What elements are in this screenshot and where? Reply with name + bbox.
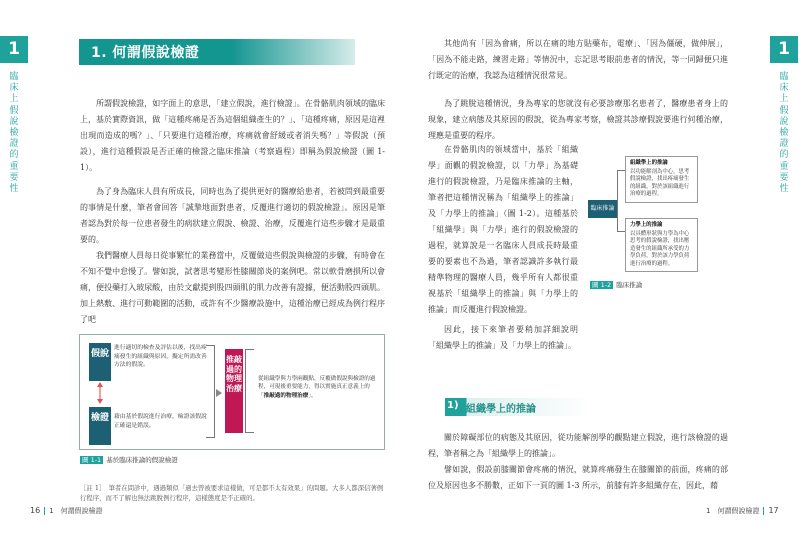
- right-paragraph-4: 因此，接下來筆者要稍加詳細說明「組織學上的推論」及「力學上的推論」。: [428, 325, 578, 350]
- section-number: 1): [447, 400, 459, 411]
- mechanics-reasoning-box: 力學上的推論 以具體形狀與力學為中心思考的假說檢證，找出壓造發生的組織所承受的力學負荷，對於該力學負荷進行治療的過程。: [625, 218, 698, 272]
- double-arrow-icon: [98, 383, 102, 403]
- verification-box: 檢證: [89, 407, 111, 445]
- left-paragraph-1: 所謂假說檢證，如字面上的意思，「建立假說，進行檢證」。在骨骼肌肉領域的臨床上，基於實際資訊，做「這種疼痛是否為這個組織產生的？」、「這種疼痛，原因是這裡出現而造成的嗎？」、「只要進行這種治療，疼痛就會舒緩或者消失嗎？」等假說（預設），進行這種假設是否正確的檢證之臨床推論（考察過程）即稱為假說檢證（圖 1-1）。: [80, 99, 385, 172]
- verification-description: 藉由基於假說進行治療，檢證該假說正確還是錯誤。: [114, 414, 207, 429]
- bracket-line: [245, 349, 254, 433]
- side-title-left: 臨床上假說檢證的重要性: [9, 72, 19, 195]
- left-paragraph-2: 為了身為臨床人員有所成長，同時也為了提供更好的醫療給患者，若被問到最重要的事情是什麼，筆者會回答「誠摯地面對患者，反覆進行適切的假說檢證」。原因是筆者認為對於每一位患者發生的病狀建立假說、檢證、治療，反覆進行這些步驟才是最重要的。: [80, 187, 385, 244]
- footer-right: 1 何謂假說檢證 17: [706, 506, 779, 515]
- bracket-line: [206, 345, 215, 438]
- right-paragraph-3: 在骨骼肌肉的領域當中，基於「組織學」面觀的假說檢證，以「力學」為基礎進行的假說檢證，乃是臨床推論的主軸，筆者把這種情況稱為「組織學上的推論」及「力學上的推論」（圖 1-2）。這種基於「組織學」與「力學」進行的假說檢證的過程，就算說是一名臨床人員成長時最重要的要素也不為過，筆者認識許多執行最精準物理的醫療人員，幾乎所有人都很重視基於「組織學上的推論」與「力學上的推論」而反覆進行假說檢證。: [428, 145, 578, 314]
- right-paragraph-6: 譬如說，假設前膝關節會疼痛的情況，就算疼痛發生在膝關節的前面，疼痛的部位及原因也多不勝數，正如下一頁的圖 1-3 所示，前膝有許多組織存在，因此，藉: [428, 465, 728, 490]
- refined-therapy-box: 推敲過的物理治療: [225, 349, 243, 433]
- tree-connector: [617, 170, 625, 232]
- arrow-right-icon: [216, 389, 222, 397]
- figure-caption-1-2: 圖 1-2 臨床推論: [592, 281, 643, 289]
- histology-reasoning-box: 組織學上的推論 以功能解剖為中心，思考假說檢證，找出疼痛發生的組織，對於該組織進行治療的過程。: [625, 156, 698, 203]
- clinical-reasoning-box: 臨床推論: [588, 200, 617, 218]
- right-paragraph-1: 其他尚有「因為會痛，所以在痛的地方貼藥布，電療」、「因為僵硬，做伸展」，「因為不能走路，練習走路」等情況中，忘記思考眼前患者的情況，等一同歸便只進行既定的治療，我認為這種情況很常見。: [428, 39, 728, 80]
- figure-caption-1-1: 圖 1-1 基於臨床推論的假說檢證: [82, 456, 178, 464]
- side-title-right: 臨床上假說檢證的重要性: [779, 72, 789, 195]
- refined-therapy-description: 從組織學與力學兩觀點，反覆做假說與檢證的過程，可現後重要能力，得以實施真正意義上的「推敲過的物理治療」。: [258, 376, 376, 399]
- right-paragraph-2: 為了跳脫這種情況，身為專家的您就沒有必要診療那名患者了，醫療患者身上的現象，建立病態及其原因的假說，從為專家考察，檢證其診療假說要進行何種治療，理應是重要的程序。: [428, 99, 728, 140]
- page-title: 1. 何謂假說檢證: [91, 45, 200, 61]
- section-title: 組織學上的推論: [466, 404, 536, 415]
- left-paragraph-3: 我們醫療人員每日從事繁忙的業務當中，反覆做這些假說與檢證的步驟，有時會在不知不覺中怠慢了。譬如說，試著思考變形性膝關節炎的案例吧。常以軟骨磨損所以會痛，便投藥打入玻尿酸，由於文獻提到股四頭肌的肌力改善有證據，便活動股四頭肌。加上熱敷、進行可動範圍的活動，或許有不少醫療設施中，這種治療已經成為例行程序了吧: [80, 251, 385, 324]
- hypothesis-description: 進行適切的檢查及評估以後，找出疼痛發生的組織與原因，擬定所需改善方法的假說。: [114, 345, 207, 369]
- footer-left: 16 1 何謂假說檢證: [30, 506, 103, 515]
- figure-1-1: [79, 334, 385, 450]
- right-paragraph-5: 關於障礙部位的病態及其原因，從功能解剖學的觀點建立假說，進行該檢證的過程，筆者稱之為「組織學上的推論」。: [428, 433, 728, 458]
- footnote: ［註 1］ 筆者在問診中，遇過類似「過去曾被要求這樣做，可是都不太有效果」的問題。大多人都深信著例行程序，而不了解也無法跳脫例行程序，這樣態度是不正確的。: [80, 484, 384, 502]
- chapter-tab-left: 1: [0, 36, 28, 63]
- chapter-tab-right: 1: [770, 36, 798, 63]
- hypothesis-box: 假說: [89, 343, 111, 381]
